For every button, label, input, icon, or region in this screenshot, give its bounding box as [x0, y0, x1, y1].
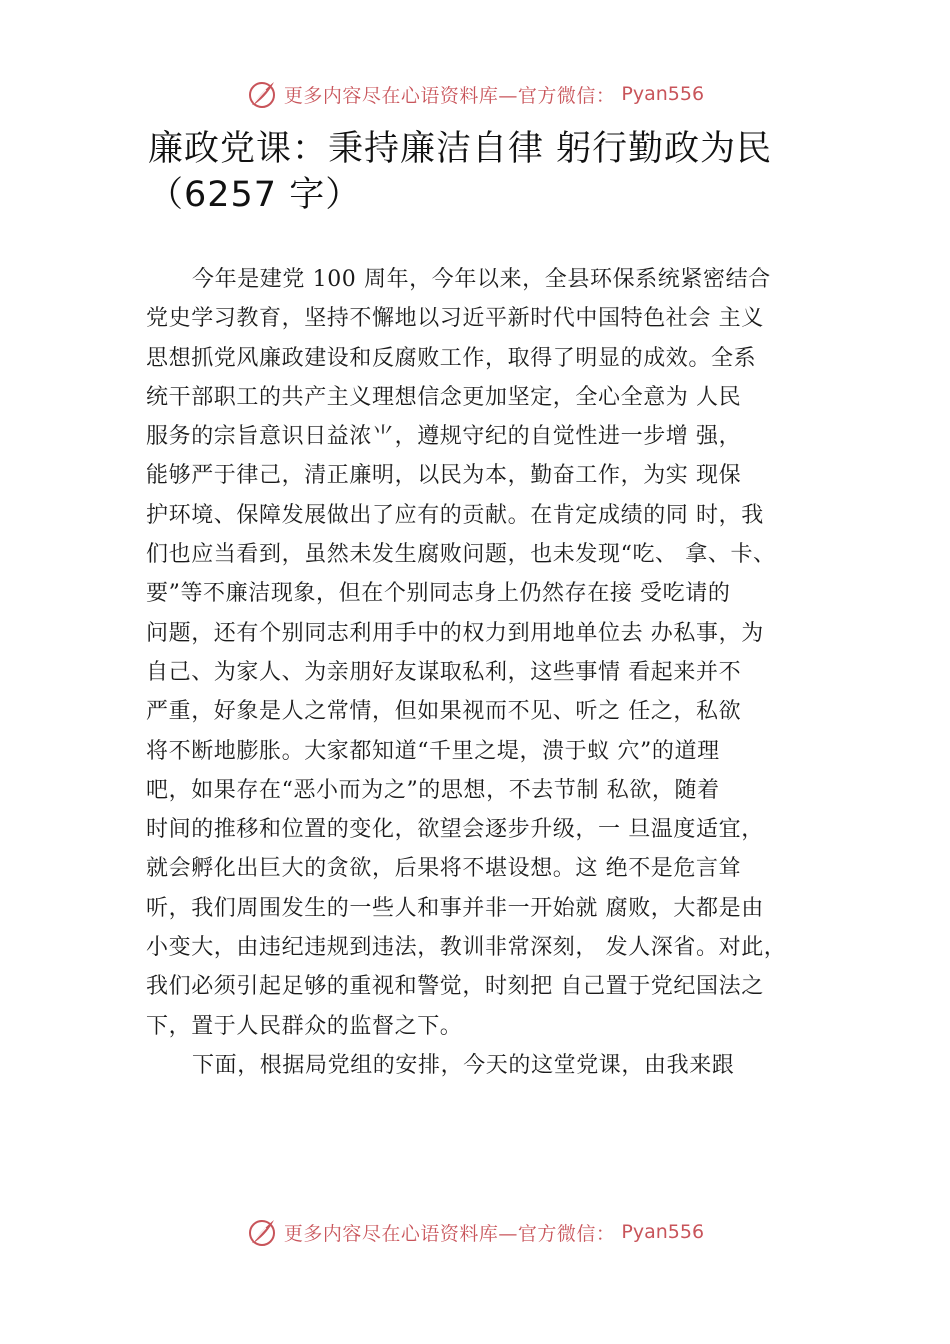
body-line: 小变大，由违纪违规到违法，教训非常深刻， 发人深省。对此， [146, 935, 787, 961]
body-line: 自己、为家人、为亲朋好友谋取私利，这些事情 看起来并不 [146, 659, 742, 685]
body-line: 听，我们周围发生的一些人和事并非一开始就 腐败，大都是由 [146, 895, 764, 921]
body-line: 下面，根据局党组的安排，今天的这堂党课，由我来跟 [192, 1052, 735, 1078]
body-line: 时间的推移和位置的变化，欲望会逐步升级，一 旦温度适宜， [146, 817, 764, 843]
body-line: 统干部职工的共产主义理想信念更加坚定，全心全意为 人民 [146, 384, 742, 410]
body-line: 吧，如果存在“恶小而为之”的思想，不去节制 私欲，随着 [146, 777, 720, 803]
banner-text: 更多内容尽在心语资料库—官方微信： [283, 1222, 616, 1245]
body-line: 服务的宗旨意识日益浓⺌，遵规守纪的自觉性进一步增 强， [146, 424, 742, 450]
body-line: 能够严于律己，清正廉明，以民为本，勤奋工作，为实 现保 [146, 463, 742, 489]
body-line: 问题，还有个别同志利用手中的权力到用地单位去 办私事，为 [146, 620, 764, 646]
feather-quill-logo-icon [246, 78, 278, 110]
body-line: 党史学习教育，坚持不懈地以习近平新时代中国特色社会 主义 [146, 306, 764, 332]
banner-text: 更多内容尽在心语资料库—官方微信： [283, 84, 616, 107]
body-line: 要”等不廉洁现象，但在个别同志身上仍然存在接 受吃请的 [146, 581, 731, 607]
header-banner [0, 72, 950, 116]
document-title [148, 126, 848, 218]
body-line: 今年是建党 100 周年，今年以来，全县环保系统紧密结合 [192, 267, 771, 292]
body-line: 将不断地膨胀。大家都知道“千里之堤，溃于蚁 穴”的道理 [146, 738, 720, 764]
title-line-2: （6257 字） [148, 175, 362, 215]
banner-wechat-id: Pyan556 [621, 83, 705, 105]
title-line-1: 廉政党课：秉持廉洁自律 躬行勤政为民 [148, 129, 773, 169]
banner-wechat-id: Pyan556 [621, 1221, 705, 1243]
body-line: 就会孵化出巨大的贪欲，后果将不堪设想。这 绝不是危言耸 [146, 856, 742, 882]
body-line: 护环境、保障发展做出了应有的贡献。在肯定成绩的同 时，我 [146, 502, 764, 528]
body-line: 我们必须引起足够的重视和警觉，时刻把 自己置于党纪国法之 [146, 974, 764, 1000]
body-line: 思想抓党风廉政建设和反腐败工作，取得了明显的成效。全系 [146, 345, 757, 371]
body-line: 们也应当看到，虽然未发生腐败问题，也未发现“吃、 拿、卡、 [146, 542, 776, 568]
feather-quill-logo-icon [246, 1216, 278, 1248]
body-line: 严重，好象是人之常情，但如果视而不见、听之 任之，私欲 [146, 699, 742, 725]
footer-banner [0, 1210, 950, 1254]
body-line: 下，置于人民群众的监督之下。 [146, 1013, 463, 1039]
body-text [146, 260, 846, 1085]
